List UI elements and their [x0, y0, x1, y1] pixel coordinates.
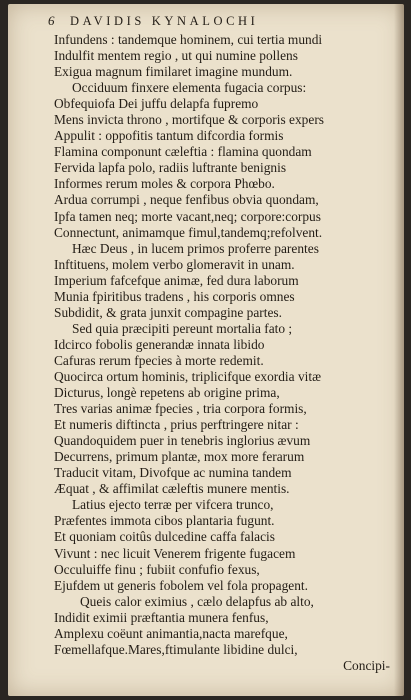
text-line: Quocirca ortum hominis, triplicifque exordia vitæ [54, 368, 322, 384]
text-line: Amplexu coëunt animantia,nacta marefque, [54, 625, 288, 641]
text-line: Æquat , & affimilat cæleftis munere mentis. [54, 481, 290, 497]
text-line: Exigua magnum fimilaret imagine mundum. [54, 64, 293, 80]
text-line: Mens invicta throno , mortifque & corporis expers [54, 112, 324, 128]
text-line: Connectunt, animamque fimul,tandemq;refolvent. [54, 224, 323, 240]
page-number: 6 [48, 13, 55, 28]
text-line: Ardua corrumpi , neque fenfibus obvia quondam, [54, 192, 319, 208]
text-line: Occiduum finxere elementa fugacia corpus: [72, 80, 307, 96]
text-line: Latius ejecto terræ per vifcera trunco, [72, 497, 274, 513]
text-line: Imperium fafcefque animæ, fed dura laborum [54, 272, 299, 288]
page-header [48, 13, 398, 29]
text-line: Ipfa tamen neq; morte vacant,neq; corpore:corpus [54, 208, 321, 224]
text-line: Cafuras rerum fpecies à morte redemit. [54, 352, 264, 368]
text-line: Flamina componunt cæleftia : flamina quondam [54, 144, 312, 160]
running-head: DAVIDIS KYNALOCHI [70, 14, 259, 28]
text-line: Tres varias animæ fpecies , tria corpora formis, [54, 401, 307, 417]
text-line: Subdidit, & grata junxit compagine partes. [54, 304, 282, 320]
text-line: Occuluiffe finu ; fubiit confufio fexus, [54, 561, 260, 577]
text-line: Munia fpiritibus tradens , his corporis omnes [54, 288, 295, 304]
page-spine-shadow [394, 4, 404, 696]
text-line: Decurrens, primum plantæ, mox more ferarum [54, 449, 305, 465]
text-line: Fœmellafque.Mares,ftimulante libidine dulci, [54, 641, 298, 657]
text-line: Dicturus, longè repetens ab origine prima, [54, 385, 280, 401]
text-line: Quandoquidem puer in tenebris inglorius ævum [54, 433, 311, 449]
text-line: Et numeris diftincta , prius perftringere nitar : [54, 417, 299, 433]
text-line: Sed quia præcipiti pereunt mortalia fato ; [72, 320, 293, 336]
text-line: Fervida lapfa polo, radiis luftrante benignis [54, 160, 287, 176]
text-line: Infundens : tandemque hominem, cui tertia mundi [54, 32, 323, 47]
text-line: Traducit vitam, Divofque ac numina tandem [54, 465, 292, 481]
book-page [8, 4, 404, 696]
text-line: Indidit eximii præftantia munera fenfus, [54, 609, 269, 625]
text-line: Idcirco fobolis generandæ innata libido [54, 336, 265, 352]
text-line: Queis calor eximius , cælo delapfus ab alto, [80, 593, 314, 609]
text-line: Inftituens, molem verbo glomeravit in unam. [54, 256, 295, 272]
text-line: Vivunt : nec licuit Venerem frigente fugacem [54, 545, 296, 561]
text-line: Informes rerum moles & corpora Phœbo. [54, 176, 275, 192]
text-line: Obfequiofa Dei juffu delapfa fupremo [54, 96, 259, 112]
text-line: Hæc Deus , in lucem primos proferre parentes [72, 240, 319, 256]
text-line: Et quoniam coitûs dulcedine caffa falacis [54, 529, 275, 545]
poem-text [54, 32, 394, 674]
text-line: Indulfit mentem regio , ut qui numine pollens [54, 48, 298, 64]
text-line: Appulit : oppofitis tantum difcordia formis [54, 128, 284, 144]
catchword: Concipi- [343, 657, 390, 673]
text-line: Præfentes immota cibos plantaria fugunt. [54, 513, 275, 529]
text-line: Ejufdem ut generis fobolem vel fola propagent. [54, 577, 308, 593]
